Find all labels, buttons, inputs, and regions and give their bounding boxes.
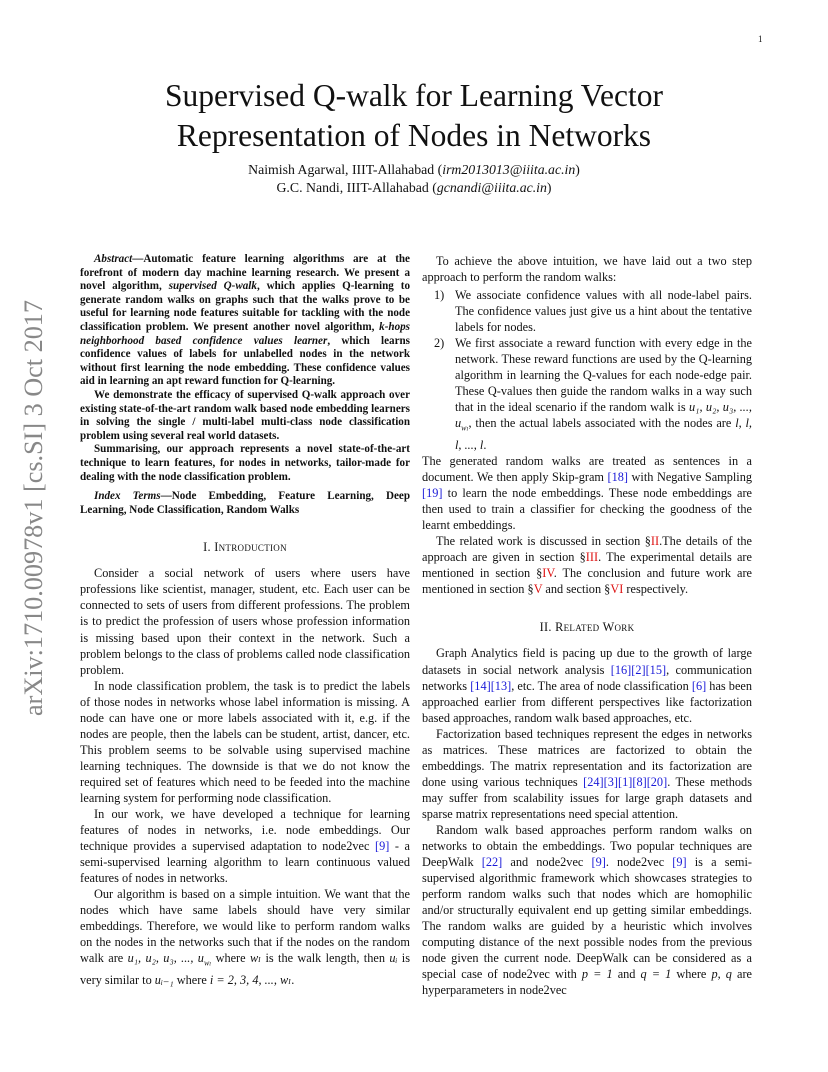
related-work-body: Graph Analytics field is pacing up due to the growth of large datasets in social network analysis [16][2][15], communication networks [14][13], etc. The area of node classification [6] has been approached earlier from different perspectives like factorization based approaches, random walk based approaches, etc. Factorization based techniques represent the edges in networks as matrices. These matrices are factorized to obtain the embeddings. The matrix representation and its factorization are done using various techniques [24][3][1][8][20]. These methods may suffer from scalability issues for large graph datasets and sparse matrix representations need special attention. Random walk based approaches perform random walks on networks to obtain the embeddings. Two popular techniques are DeepWalk [22] and node2vec [9]. node2vec [9] is a semi-supervised algorithmic framework which showcases strategies to perform random walks such that nodes which are homophilic and/or structurally equivalent end up getting similar embeddings. The random walks are guided by a heuristic which involves computing distance of the next possible nodes from the previous node given the current node. DeepWalk can be considered as a special case of node2vec with p = 1 and q = 1 where p, q are hyperparameters in node2vec <box>422 646 753 998</box>
citation-link[interactable]: [16] <box>610 662 632 677</box>
author-2-email: gcnandi@iiita.ac.in <box>436 180 547 195</box>
title-line-1: Supervised Q-walk for Learning Vector <box>164 78 664 113</box>
arxiv-identifier-text: arXiv:1710.00978v1 [cs.SI] 3 Oct 2017 <box>19 302 48 716</box>
citation-link[interactable]: [9] <box>374 839 390 854</box>
section-link[interactable]: II <box>650 534 660 549</box>
citation-link[interactable]: [22] <box>481 855 503 870</box>
citation-link[interactable]: [13] <box>490 678 512 693</box>
section-link[interactable]: IV <box>542 566 554 581</box>
right-column: To achieve the above intuition, we have laid out a two step approach to perform the random walks: 1) We associate confidence values with all node-label pairs. The confidence values just give us a hint about the tentative labels for nodes. 2) We first associate a reward function with every edge in the network. These reward functions are used by the Q-learning algorithm in learning the Q-values for each node-edge pair. These Q-values then guide the random walks in a way such that in the ideal scenario if the random walk is u₁, u₂, u₃, ..., $u_{w_l}$, then the actual labels associated with the nodes are l, l, l, ..., l. The generated random walks are treated as sentences in a document. We then apply Skip-gram [18] with Negative Sampling [19] to learn the node embeddings. These node embeddings are then used to train a classifier for checking the goodness of the learnt embeddings. The related work is discussed in section §II.The details of the approach are given in section §III. The experimental details are mentioned in section §IV. The conclusion and future work are mentioned in section §V and section §VI respectively. II. Related Work Graph Analytics field is pacing up due to the growth of large datasets in social network analysis [16][2][15], communication networks [14][13], etc. The area of node classification [6] has been approached earlier from different perspectives like factorization based approaches, random walk based approaches, etc. Factorization based techniques represent the edges in networks as matrices. These matrices are factorized to obtain the embeddings. The matrix representation and its factorization are done using various techniques [24][3][1][8][20]. These methods may suffer from scalability issues for large graph datasets and sparse matrix representations need special attention. Random walk based approaches perform random walks on networks to obtain the embeddings. Two popular techniques are DeepWalk [22] and node2vec [9]. node2vec [9] is a semi-supervised algorithmic framework which showcases strategies to perform random walks such that nodes which are homophilic and/or structurally equivalent end up getting similar embeddings. The random walks are guided by a heuristic which involves computing distance of the next possible nodes from the previous node given the current node. DeepWalk can be considered as a special case of node2vec with p = 1 and q = 1 where p, q are hyperparameters in node2vec <box>422 254 753 998</box>
list-item: 1) We associate confidence values with all node-label pairs. The confidence values just give us a hint about the tentative labels for nodes. <box>434 288 752 335</box>
citation-link[interactable]: [2] <box>631 662 646 677</box>
section-link[interactable]: III <box>585 550 599 565</box>
author-2: G.C. Nandi, IIIT-Allahabad (gcnandi@iiita.ac.in) <box>276 180 552 195</box>
citation-link[interactable]: [1] <box>618 774 633 789</box>
citation-link[interactable]: [20] <box>646 774 668 789</box>
citation-link[interactable]: [24] <box>583 774 604 789</box>
citation-link[interactable]: [15] <box>645 662 667 677</box>
section-heading-related-work: II. Related Work <box>539 620 635 635</box>
citation-link[interactable]: [14] <box>470 678 491 693</box>
paper-title <box>0 76 828 156</box>
citation-link[interactable]: [8] <box>632 774 647 789</box>
citation-link[interactable]: [3] <box>603 774 618 789</box>
page-number: 1 <box>758 34 763 44</box>
index-terms: Index Terms—Node Embedding, Feature Learning, Deep Learning, Node Classification, Random Walks <box>80 490 410 516</box>
title-line-2: Representation of Nodes in Networks <box>176 118 652 153</box>
author-1-email: irm2013013@iiita.ac.in <box>442 162 576 177</box>
list-item: 2) We first associate a reward function with every edge in the network. These reward functions are used by the Q-learning algorithm in learning the Q-values for each node-edge pair. These Q-values then guide the random walks in a way such that in the ideal scenario if the random walk is u₁, u₂, u₃, ..., $u_{w_l}$, then the actual labels associated with the nodes are l, l, l, ..., l. <box>434 336 753 452</box>
left-column <box>80 253 410 988</box>
section-link[interactable]: VI <box>610 582 624 597</box>
citation-link[interactable]: [9] <box>591 855 606 870</box>
citation-link[interactable]: [18] <box>607 470 629 485</box>
abstract: Abstract—Automatic feature learning algorithms are at the forefront of modern day machine learning research. We present a novel algorithm, supervised Q-walk, which applies Q-learning to generate random walks on graphs such that the walks prove to be useful for learning node features suitable for tackling with the node classification problem. We present another novel algorithm, k-hops neighborhood based confidence values learner, which learns confidence values of labels for unlabelled nodes in the network without first learning the node embedding. These confidence values aid in learning an apt reward function for Q-learning. We demonstrate the efficacy of supervised Q-walk approach over existing state-of-the-art random walk based node embedding learners in solving the single / multi-label multi-class node classification problem using several real world datasets. Summarising, our approach represents a novel state-of-the-art technique to learn features, for nodes in networks, tailor-made for dealing with the node classification problem. Index Terms—Node Embedding, Feature Learning, Deep Learning, Node Classification, Random Walks <box>80 253 410 516</box>
section-link[interactable]: V <box>533 582 543 597</box>
author-1: Naimish Agarwal, IIIT-Allahabad (irm2013013@iiita.ac.in) <box>248 162 580 177</box>
citation-link[interactable]: [9] <box>672 855 687 870</box>
citation-link[interactable]: [19] <box>422 486 443 501</box>
arxiv-identifier-stamp <box>14 298 52 718</box>
approach-steps-list <box>422 287 752 453</box>
author-block <box>0 161 828 197</box>
citation-link[interactable]: [6] <box>691 678 707 693</box>
section-heading-introduction: I. Introduction <box>203 540 287 555</box>
introduction-body: Consider a social network of users where users have professions like scientist, manager, student, etc. Each user can be connected to sets of users from different professions. The problem is to predict the profession of users whose profession information is missing based upon their context in the network. Such a problem belongs to the class of problems called node classification problem. In node classification problem, the task is to predict the labels of those nodes in networks whose label information is missing. A node can have one or more labels associated with it, e.g. if the nodes are people, then the labels can be student, artist, dancer, etc. This problem seems to be solvable using supervised machine learning techniques. The downside is that we do not know the required set of features which need to be feeded into the machine learning system for performing node classification. In our work, we have developed a technique for learning features of nodes in networks, i.e. node embeddings. Our technique provides a supervised adaptation to node2vec [9] - a semi-supervised learning algorithm to learn continuous valued features of nodes in networks. Our algorithm is based on a simple intuition. We want that the nodes which have same labels should have very similar embeddings. Therefore, we would like to perform random walks on the nodes in the networks such that if the nodes on the random walk are u₁, u₂, u₃, ..., $u_{w_l}$ where wₗ is the walk length, then uᵢ is very similar to uᵢ₋₁ where i = 2, 3, 4, ..., wₗ. <box>80 566 410 987</box>
